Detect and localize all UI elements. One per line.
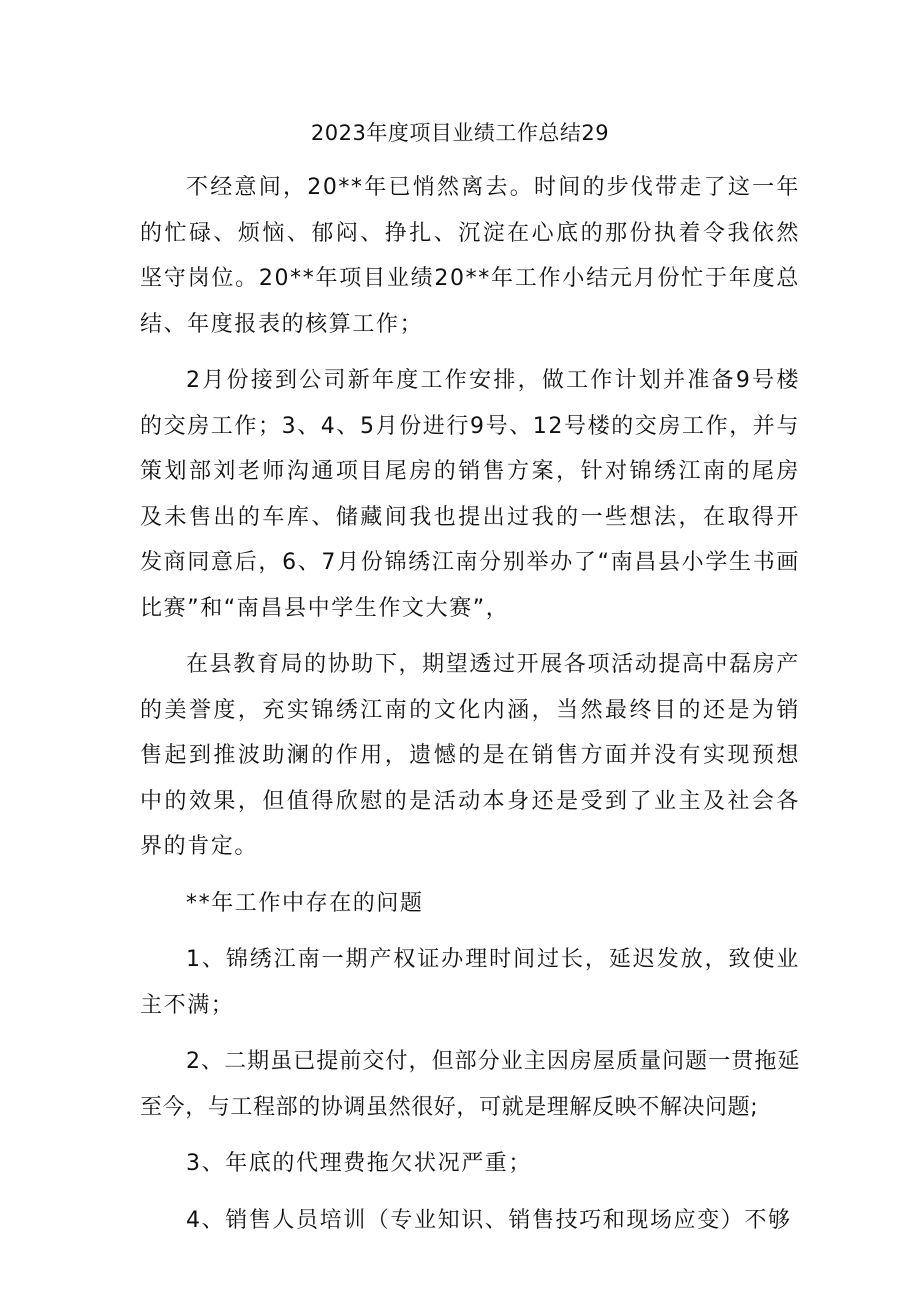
paragraph-intro: 不经意间，20**年已悄然离去。时间的步伐带走了这一年的忙碌、烦恼、郁闷、挣扎、沉淀在心底的那份执着令我依然坚守岗位。20**年项目业绩20**年工作小结元月份忙于年度总结、年度报表的核算工作； — [140, 175, 800, 337]
paragraph-problem-2: 2、二期虽已提前交付，但部分业主因房屋质量问题一贯拖延至今，与工程部的协调虽然很好，可就是理解反映不解决问题; — [140, 1049, 800, 1120]
paragraph-education-bureau: 在县教育局的协助下，期望透过开展各项活动提高中磊房产的美誉度，充实锦绣江南的文化内涵，当然最终目的还是为销售起到推波助澜的作用，遗憾的是在销售方面并没有实现预想中的效果，但值得欣慰的是活动本身还是受到了业主及社会各界的肯定。 — [140, 652, 800, 859]
paragraph-problems-heading: **年工作中存在的问题 — [186, 890, 424, 916]
paragraph-february: 2月份接到公司新年度工作安排，做工作计划并准备9号楼的交房工作；3、4、5月份进行9号、12号楼的交房工作，并与策划部刘老师沟通项目尾房的销售方案，针对锦绣江南的尾房及未售出的车库、储藏间我也提出过我的一些想法，在取得开发商同意后，6、7月份锦绣江南分别举办了“南昌县小学生书画比赛”和“南昌县中学生作文大赛”， — [140, 368, 800, 621]
paragraph-problem-1: 1、锦绣江南一期产权证办理时间过长，延迟发放，致使业主不满； — [140, 947, 800, 1018]
document-body — [140, 165, 800, 1254]
paragraph-problem-4: 4、销售人员培训（专业知识、销售技巧和现场应变）不够 — [186, 1207, 792, 1233]
document-title: 2023年度项目业绩工作总结29 — [310, 121, 610, 145]
paragraph-problem-3: 3、年底的代理费拖欠状况严重； — [186, 1151, 532, 1176]
